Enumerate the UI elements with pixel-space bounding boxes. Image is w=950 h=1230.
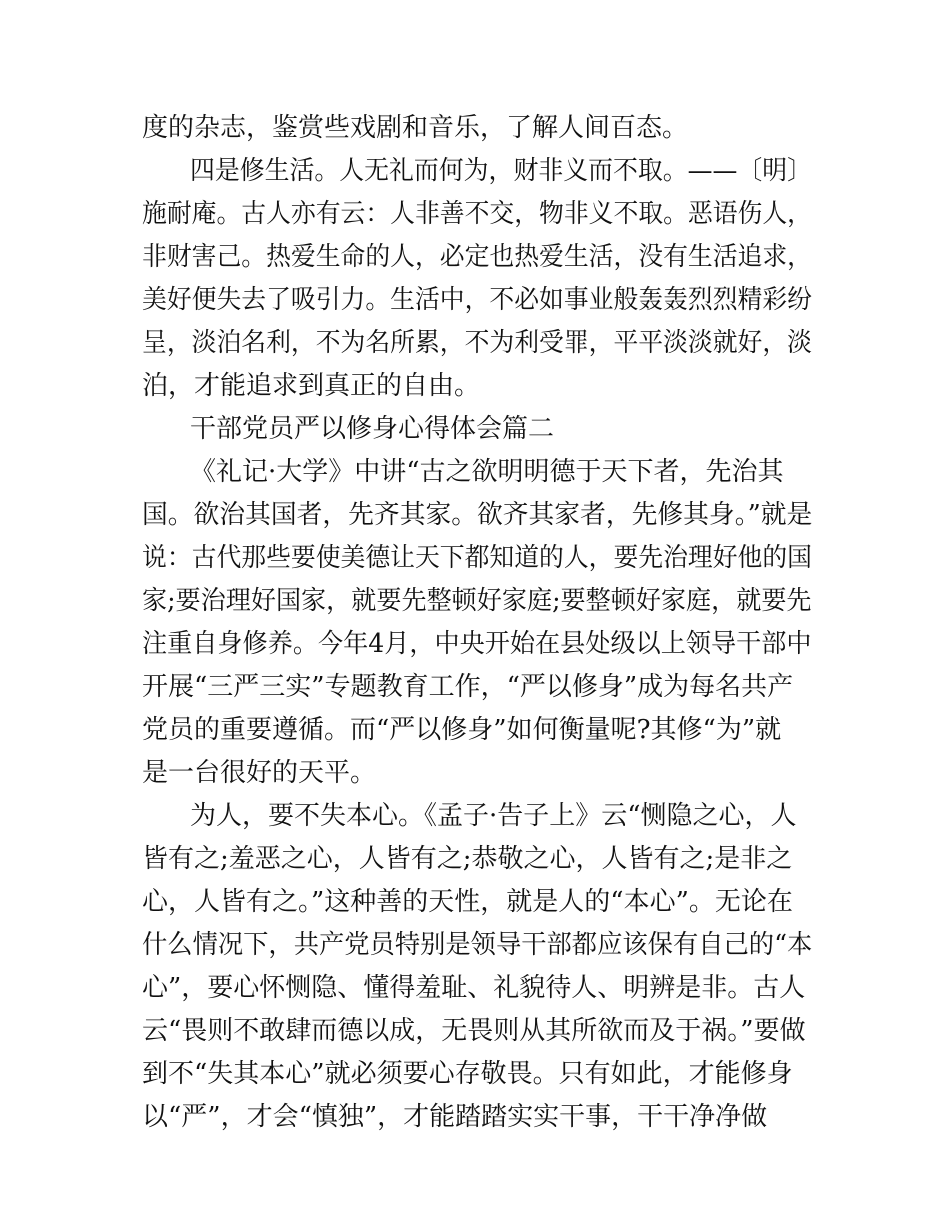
text-line: 非财害己。热爱生命的人，必定也热爱生活，没有生活追求， bbox=[142, 242, 813, 272]
text-line: 施耐庵。古人亦有云：人非善不交，物非义不取。恶语伤人， bbox=[142, 199, 813, 229]
text-line: 呈，淡泊名利，不为名所累，不为利受罪，平平淡淡就好，淡 bbox=[142, 328, 813, 358]
text-line: 国。欲治其国者，先齐其家。欲齐其家者，先修其身。”就是 bbox=[142, 500, 813, 530]
text-line: 到不“失其本心”就必须要心存敬畏。只有如此，才能修身 bbox=[142, 1059, 793, 1089]
text-line: 家;要治理好国家，就要先整顿好家庭;要整顿好家庭，就要先 bbox=[142, 586, 812, 616]
text-line: 心，人皆有之。”这种善的天性，就是人的“本心”。无论在 bbox=[142, 887, 793, 917]
text-line: 四是修生活。人无礼而何为，财非义而不取。——〔明〕 bbox=[190, 156, 813, 186]
text-line: 注重自身修养。今年4月，中央开始在县处级以上领导干部中 bbox=[142, 629, 812, 659]
text-line: 泊，才能追求到真正的自由。 bbox=[142, 371, 481, 401]
text-line: 为人，要不失本心。《孟子·告子上》云“恻隐之心，人 bbox=[190, 801, 797, 831]
text-line: 皆有之;羞恶之心，人皆有之;恭敬之心，人皆有之;是非之 bbox=[142, 844, 793, 874]
text-line: 党员的重要遵循。而“严以修身”如何衡量呢?其修“为”就 bbox=[142, 715, 782, 745]
text-line: 心”，要心怀恻隐、懂得羞耻、礼貌待人、明辨是非。古人 bbox=[142, 973, 806, 1003]
section-heading: 干部党员严以修身心得体会篇二 bbox=[190, 414, 555, 444]
text-line: 以“严”，才会“慎独”，才能踏踏实实干事，干干净净做 bbox=[142, 1102, 768, 1132]
text-line: 美好便失去了吸引力。生活中，不必如事业般轰轰烈烈精彩纷 bbox=[142, 285, 813, 315]
text-line: 开展“三严三实”专题教育工作，“严以修身”成为每名共产 bbox=[142, 672, 794, 702]
text-line: 《礼记·大学》中讲“古之欲明明德于天下者，先治其 bbox=[190, 457, 784, 487]
text-line: 说：古代那些要使美德让天下都知道的人，要先治理好他的国 bbox=[142, 543, 813, 573]
text-line: 云“畏则不敢肆而德以成，无畏则从其所欲而及于祸。”要做 bbox=[142, 1016, 806, 1046]
text-line: 什么情况下，共产党员特别是领导干部都应该保有自己的“本 bbox=[142, 930, 813, 960]
text-line: 度的杂志，鉴赏些戏剧和音乐，了解人间百态。 bbox=[142, 113, 689, 143]
text-line: 是一台很好的天平。 bbox=[142, 758, 377, 788]
